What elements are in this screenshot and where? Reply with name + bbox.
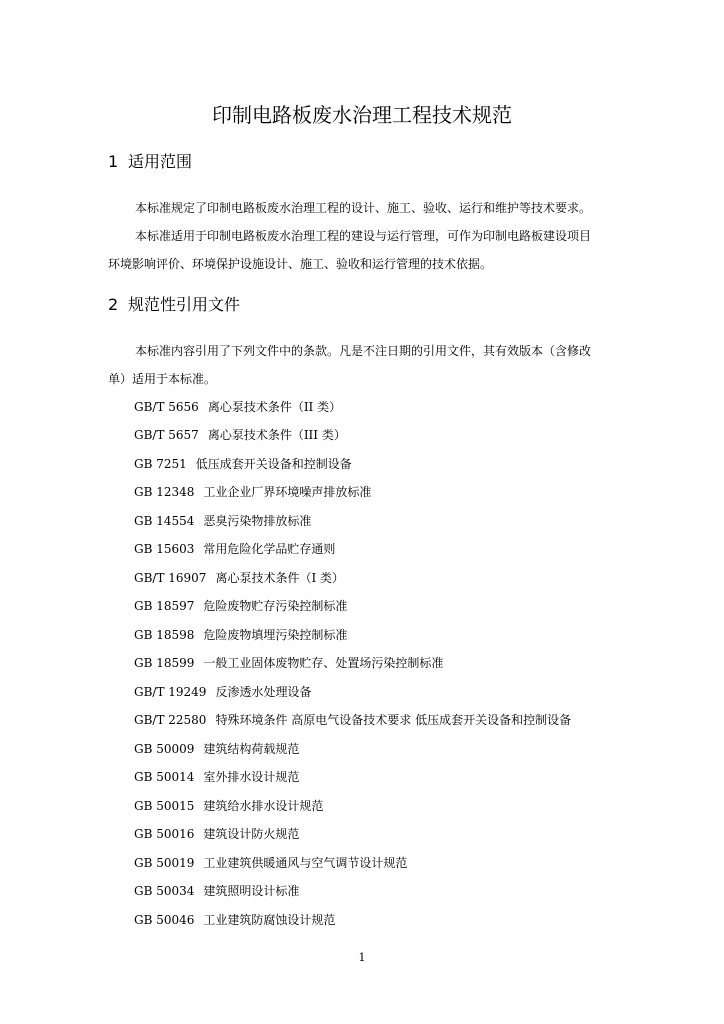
standard-code: GB 50046 [134,913,195,927]
standard-title: 恶臭污染物排放标准 [203,514,312,528]
reference-item [134,570,344,586]
page-number: 1 [358,951,366,964]
section-title: 规范性引用文件 [128,295,241,314]
paragraph-continuation: 单）适用于本标准。 [108,372,217,386]
standard-code: GB/T 5656 [134,400,199,414]
section-number: 2 [108,295,119,314]
paragraph: 本标准适用于印制电路板废水治理工程的建设与运行管理，可作为印制电路板建设项目 [135,229,592,243]
reference-item [134,826,299,842]
standard-title: 工业建筑防腐蚀设计规范 [203,913,336,927]
standard-title: 建筑照明设计标准 [203,884,300,898]
standard-code: GB 50019 [134,856,195,870]
standard-code: GB 12348 [134,485,195,499]
standard-title: 工业企业厂界环境噪声排放标准 [203,485,372,499]
standard-title: 离心泵技术条件（III 类） [207,428,346,442]
standard-title: 常用危险化学品贮存通则 [203,542,336,556]
section-heading-scope [108,151,192,173]
paragraph: 本标准内容引用了下列文件中的条款。凡是不注日期的引用文件，其有效版本（含修改 [135,344,592,358]
standard-code: GB 18598 [134,628,195,642]
standard-code: GB 50014 [134,770,195,784]
reference-item [134,598,347,614]
reference-item [134,627,347,643]
reference-item [134,484,371,500]
reference-item [134,399,341,415]
reference-item [134,798,323,814]
standard-code: GB 18597 [134,599,195,613]
standard-code: GB 14554 [134,514,195,528]
standard-code: GB/T 22580 [134,713,207,727]
standard-code: GB 50009 [134,742,195,756]
standard-code: GB/T 16907 [134,571,207,585]
section-title: 适用范围 [128,152,193,171]
standard-code: GB 15603 [134,542,195,556]
reference-item [134,456,352,472]
standard-title: 室外排水设计规范 [203,770,300,784]
standard-code: GB 7251 [134,457,187,471]
reference-item [134,513,311,529]
reference-item [134,427,346,443]
standard-title: 建筑结构荷载规范 [203,742,300,756]
reference-item [134,541,335,557]
standard-title: 一般工业固体废物贮存、处置场污染控制标准 [203,656,444,670]
reference-item [134,912,335,928]
reference-item [134,684,311,700]
reference-item [134,769,299,785]
standard-title: 危险废物贮存污染控制标准 [203,599,348,613]
reference-item [134,883,299,899]
reference-item [134,712,571,728]
section-number: 1 [108,152,119,171]
standard-code: GB/T 5657 [134,428,199,442]
paragraph-continuation: 环境影响评价、环境保护设施设计、施工、验收和运行管理的技术依据。 [108,257,493,271]
standard-title: 工业建筑供暖通风与空气调节设计规范 [203,856,408,870]
document-title: 印制电路板废水治理工程技术规范 [212,103,512,127]
reference-item [134,855,407,871]
paragraph: 本标准规定了印制电路板废水治理工程的设计、施工、验收、运行和维护等技术要求。 [135,201,592,215]
standard-code: GB 50034 [134,884,195,898]
reference-item [134,741,299,757]
standard-code: GB 50016 [134,827,195,841]
standard-code: GB 18599 [134,656,195,670]
standard-title: 反渗透水处理设备 [215,685,312,699]
standard-title: 低压成套开关设备和控制设备 [195,457,352,471]
section-heading-normative-references [108,294,240,316]
standard-title: 特殊环境条件 高原电气设备技术要求 低压成套开关设备和控制设备 [215,713,572,727]
standard-title: 建筑给水排水设计规范 [203,799,324,813]
standard-title: 离心泵技术条件（I 类） [215,571,345,585]
standard-title: 建筑设计防火规范 [203,827,300,841]
standard-code: GB/T 19249 [134,685,207,699]
reference-item [134,655,443,671]
standard-code: GB 50015 [134,799,195,813]
standard-title: 危险废物填埋污染控制标准 [203,628,348,642]
standard-title: 离心泵技术条件（II 类） [207,400,342,414]
